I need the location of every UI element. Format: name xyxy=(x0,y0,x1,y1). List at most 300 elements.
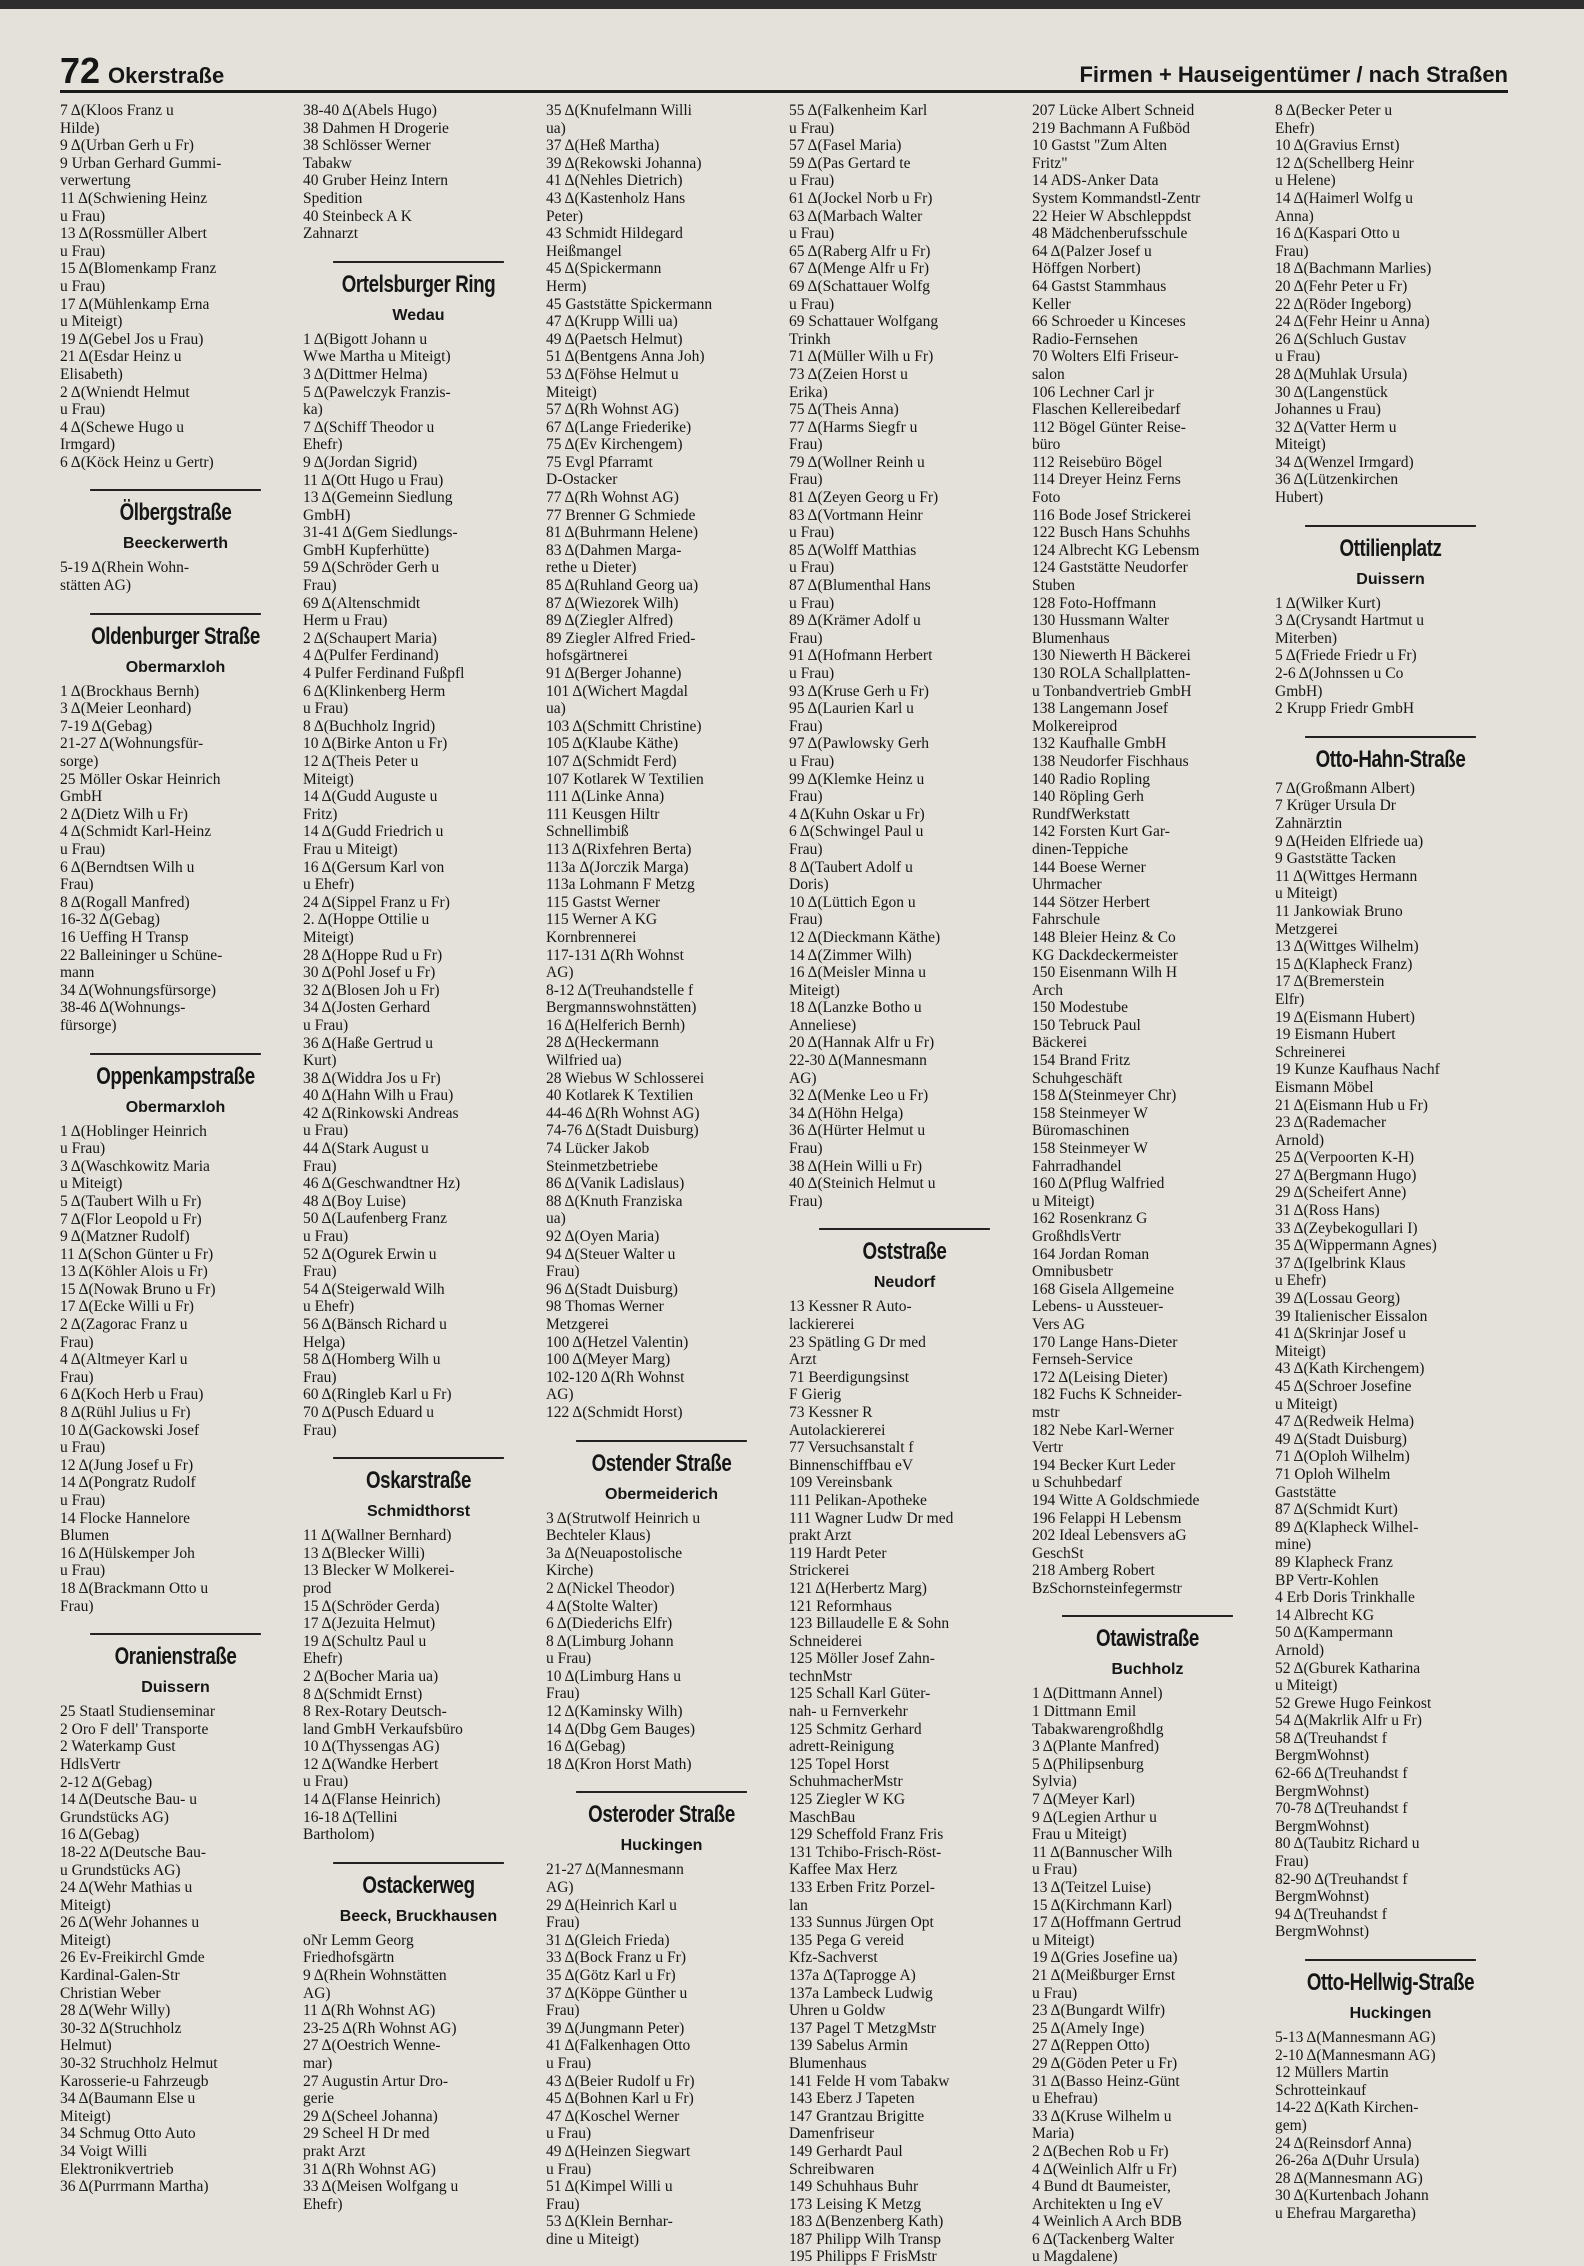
directory-entry: 14 Albrecht KG xyxy=(1275,1606,1375,1624)
directory-entry: 28 Δ(Mannesmann AG) xyxy=(1275,2169,1423,2187)
directory-entry: 3 Δ(Strutwolf Heinrich u Bechteler Klaus) xyxy=(546,1509,701,1545)
header-street: Okerstraße xyxy=(108,63,225,88)
directory-entry: 13 Δ(Gemeinn Siedlung GmbH) xyxy=(303,489,453,524)
directory-entry: 16 Δ(Hülskemper Joh u Frau) xyxy=(60,1544,195,1580)
directory-entry: 23 Δ(Bungardt Wilfr) xyxy=(1032,2002,1166,2020)
directory-entry: 89 Δ(Klapheck Wilhel- mine) xyxy=(1275,1518,1419,1554)
directory-entry: 89 Δ(Ziegler Alfred) xyxy=(546,612,674,630)
directory-entry: 173 Leising K Metzg xyxy=(789,2195,922,2213)
directory-entry: 28 Δ(Heckermann Wilfried ua) xyxy=(546,1034,659,1070)
directory-entry: 70-78 Δ(Treuhandst f BergmWohnst) xyxy=(1275,1800,1408,1835)
directory-entry: 15 Δ(Kirchmann Karl) xyxy=(1032,1896,1172,1914)
directory-entry: 40 Kotlarek K Textilien xyxy=(546,1087,694,1105)
directory-entry: 4 Δ(Pulfer Ferdinand) xyxy=(303,647,439,665)
directory-entry: 27 Δ(Oestrich Wenne- mar) xyxy=(303,2037,441,2072)
directory-entry: 37 Δ(Heß Martha) xyxy=(546,137,660,155)
directory-entry: 2 Δ(Dietz Wilh u Fr) xyxy=(60,805,188,823)
directory-entry: 36 Δ(Purrmann Martha) xyxy=(60,2178,209,2196)
directory-entry: 30 Δ(Pohl Josef u Fr) xyxy=(303,964,436,982)
directory-entry: 107 Kotlarek W Textilien xyxy=(546,770,704,788)
directory-entry: 1 Δ(Dittmann Annel) xyxy=(1032,1685,1163,1703)
directory-entry: 89 Δ(Krämer Adolf u Frau) xyxy=(789,612,921,647)
directory-entry: 15 Δ(Nowak Bruno u Fr) xyxy=(60,1280,216,1298)
street-title: Otto-Hellwig-Straße xyxy=(1305,1959,1476,1997)
directory-entry: 119 Hardt Peter Strickerei xyxy=(789,1544,887,1580)
directory-entry: 14 Δ(Pongratz Rudolf u Frau) xyxy=(60,1474,196,1509)
directory-entry: 23 Spätling G Dr med Arzt xyxy=(789,1333,926,1369)
directory-entry: 24 Δ(Reinsdorf Anna) xyxy=(1275,2134,1412,2152)
directory-entry: 48 Δ(Boy Luise) xyxy=(303,1192,406,1210)
directory-entry: 14 Δ(Dbg Gem Bauges) xyxy=(546,1720,696,1738)
directory-entry: 31 Δ(Basso Heinz-Günt u Ehefrau) xyxy=(1032,2072,1180,2108)
directory-entry: 5 Δ(Philipsenburg Sylvia) xyxy=(1032,1755,1144,1791)
directory-entry: 39 Δ(Rekowski Johanna) xyxy=(546,154,702,172)
directory-entry: 14 ADS-Anker Data System Kommandstl-Zentr xyxy=(1032,172,1201,207)
directory-entry: 97 Δ(Pawlowsky Gerh u Frau) xyxy=(789,735,929,770)
directory-entry: 59 Δ(Pas Gertard te u Frau) xyxy=(789,154,911,190)
directory-entry: 100 Δ(Meyer Marg) xyxy=(546,1351,671,1369)
directory-entry: 124 Albrecht KG Lebensm xyxy=(1032,541,1200,559)
directory-entry: 2 Δ(Bocher Maria ua) xyxy=(303,1667,439,1685)
directory-entry: 28 Δ(Wehr Willy) xyxy=(60,2002,171,2020)
directory-entry: 66 Schroeder u Kinceses Radio-Fernsehen xyxy=(1032,313,1186,348)
street-block xyxy=(60,102,291,471)
directory-entry: 14 Δ(Flanse Heinrich) xyxy=(303,1791,441,1809)
directory-entry: 8 Δ(Limburg Johann u Frau) xyxy=(546,1632,674,1668)
street-title: Otto-Hahn-Straße xyxy=(1305,736,1476,774)
directory-entry: 107 Δ(Schmidt Ferd) xyxy=(546,752,677,770)
directory-entry: 144 Boese Werner Uhrmacher xyxy=(1032,858,1146,894)
directory-entry: 71 Δ(Müller Wilh u Fr) xyxy=(789,348,934,366)
directory-entry: 115 Gastst Werner xyxy=(546,893,661,911)
header-section: Firmen + Hauseigentümer / nach Straßen xyxy=(1079,62,1508,87)
directory-entry: 109 Vereinsbank xyxy=(789,1474,893,1492)
street-block xyxy=(789,102,1020,1210)
directory-entry: 19 Δ(Gries Josefine ua) xyxy=(1032,1949,1178,1967)
directory-entry: 69 Schattauer Wolfgang Trinkh xyxy=(789,313,939,348)
directory-entry: 75 Δ(Theis Anna) xyxy=(789,401,899,419)
directory-entry: 31-41 Δ(Gem Siedlungs- GmbH Kupferhütte) xyxy=(303,524,458,559)
directory-entry: 10 Δ(Lüttich Egon u Frau) xyxy=(789,893,916,929)
directory-entry: 6 Δ(Tackenberg Walter u Magdalene) xyxy=(1032,2230,1175,2266)
directory-entry: 44-46 Δ(Rh Wohnst AG) xyxy=(546,1104,700,1122)
directory-entry: 87 Δ(Schmidt Kurt) xyxy=(1275,1501,1398,1519)
directory-entry: 16 Δ(Gebag) xyxy=(546,1738,626,1756)
district-name: Obermarxloh xyxy=(125,658,226,676)
directory-entry: 5 Δ(Taubert Wilh u Fr) xyxy=(60,1192,202,1210)
directory-entry: 19 Eismann Hubert Schreinerei xyxy=(1275,1026,1396,1061)
directory-entry: 9 Δ(Legien Arthur u Frau u Miteigt) xyxy=(1032,1808,1157,1844)
directory-entry: 77 Δ(Harms Siegfr u Frau) xyxy=(789,418,918,454)
directory-entry: 52 Δ(Ogurek Erwin u Frau) xyxy=(303,1245,437,1281)
directory-entry: 7-19 Δ(Gebag) xyxy=(60,717,153,735)
directory-entry: 50 Δ(Laufenberg Franz u Frau) xyxy=(303,1210,447,1246)
directory-entry: 14 Δ(Haimerl Wolfg u Anna) xyxy=(1275,189,1414,225)
directory-entry: 40 Δ(Steinich Helmut u Frau) xyxy=(789,1175,936,1210)
directory-entry: 81 Δ(Zeyen Georg u Fr) xyxy=(789,489,939,507)
directory-entry: 73 Δ(Zeien Horst u Erika) xyxy=(789,365,908,401)
directory-entry: 64 Δ(Palzer Josef u Höffgen Norbert) xyxy=(1032,242,1152,278)
directory-entry: 74-76 Δ(Stadt Duisburg) xyxy=(546,1122,699,1140)
directory-entry: 148 Bleier Heinz & Co KG Dackdeckermeister xyxy=(1032,928,1178,964)
directory-entry: 43 Δ(Kastenholz Hans Peter) xyxy=(546,189,686,225)
directory-entry: 51 Δ(Kimpel Willi u Frau) xyxy=(546,2178,673,2213)
directory-entry: 132 Kaufhalle GmbH xyxy=(1032,735,1167,753)
directory-entry: 29 Scheel H Dr med prakt Arzt xyxy=(303,2125,430,2160)
directory-entry: 6 Δ(Schwingel Paul u Frau) xyxy=(789,823,924,858)
directory-entry: 29 Δ(Göden Peter u Fr) xyxy=(1032,2054,1178,2072)
directory-entry: 4 Δ(Altmeyer Karl u Frau) xyxy=(60,1351,188,1386)
directory-entry: 17 Δ(Bremerstein Elfr) xyxy=(1275,973,1385,1008)
directory-entry: 6 Δ(Koch Herb u Frau) xyxy=(60,1386,204,1404)
directory-entry: 61 Δ(Jockel Norb u Fr) xyxy=(789,189,933,207)
directory-entry: 80 Δ(Taubitz Richard u Frau) xyxy=(1275,1835,1420,1871)
directory-entry: 24 Δ(Wehr Mathias u Miteigt) xyxy=(60,1879,193,1914)
directory-entry: 94 Δ(Treuhandst f BergmWohnst) xyxy=(1275,1905,1387,1941)
directory-entry: 30 Δ(Langenstück Johannes u Frau) xyxy=(1275,383,1388,419)
directory-entry: 45 Gaststätte Spickermann xyxy=(546,295,713,313)
directory-entry: 22 Δ(Röder Ingeborg) xyxy=(1275,295,1412,313)
top-edge-bar xyxy=(0,0,1584,9)
directory-entry: 11 Δ(Bannuscher Wilh u Frau) xyxy=(1032,1843,1173,1879)
directory-entry: 67 Δ(Lange Friederike) xyxy=(546,418,692,436)
directory-entry: 12 Δ(Schellberg Heinr u Helene) xyxy=(1275,154,1414,190)
directory-entry: 30-32 Struchholz Helmut Karosserie-u Fahrzeugb xyxy=(60,2055,218,2090)
column-6 xyxy=(1275,96,1506,2236)
directory-entry: 45 Δ(Bohnen Karl u Fr) xyxy=(546,2090,694,2108)
directory-entry: 16 Δ(Meisler Minna u Miteigt) xyxy=(789,964,926,999)
directory-entry: 18 Δ(Brackmann Otto u Frau) xyxy=(60,1579,209,1615)
directory-entry: 1 Δ(Brockhaus Bernh) xyxy=(60,682,200,700)
street-block xyxy=(1275,736,1506,1941)
directory-entry: 53 Δ(Föhse Helmut u Miteigt) xyxy=(546,365,679,401)
directory-entry: 71 Beerdigungsinst F Gierig xyxy=(789,1368,910,1404)
directory-entry: 36 Δ(Hürter Helmut u Frau) xyxy=(789,1122,926,1158)
directory-entry: 33 Δ(Bock Franz u Fr) xyxy=(546,1949,686,1967)
directory-entry: 34 Δ(Baumann Else u Miteigt) xyxy=(60,2090,196,2125)
directory-entry: 8 Δ(Becker Peter u Ehefr) xyxy=(1275,102,1393,137)
directory-entry: 138 Langemann Josef Molkereiprod xyxy=(1032,700,1169,735)
directory-entry: 7 Δ(Schiff Theodor u Ehefr) xyxy=(303,418,435,454)
directory-entry: 73 Kessner R Autolackiererei xyxy=(789,1403,886,1439)
directory-entry: 95 Δ(Laurien Karl u Frau) xyxy=(789,700,914,735)
directory-entry: 2-10 Δ(Mannesmann AG) xyxy=(1275,2046,1436,2064)
directory-entry: 38 Δ(Hein Willi u Fr) xyxy=(789,1157,923,1175)
directory-entry: 1 Δ(Bigott Johann u Wwe Martha u Miteigt) xyxy=(303,330,451,366)
directory-entry: 67 Δ(Menge Alfr u Fr) xyxy=(789,260,929,278)
directory-entry: 106 Lechner Carl jr Flaschen Kellereibedarf xyxy=(1032,383,1181,419)
directory-entry: 129 Scheffold Franz Fris xyxy=(789,1826,944,1844)
directory-entry: 57 Δ(Fasel Maria) xyxy=(789,137,902,155)
directory-entry: 140 Röpling Gerh RundfWerkstatt xyxy=(1032,788,1144,823)
directory-entry: 89 Ziegler Alfred Fried- hofsgärtnerei xyxy=(546,629,696,665)
directory-entry: 11 Δ(Rh Wohnst AG) xyxy=(303,2002,436,2020)
directory-entry: 91 Δ(Hofmann Herbert u Frau) xyxy=(789,647,933,682)
directory-entry: 57 Δ(Rh Wohnst AG) xyxy=(546,401,679,419)
directory-entry: 14 Δ(Gudd Friedrich u Frau u Miteigt) xyxy=(303,823,444,858)
directory-entry: 137a Δ(Taprogge A) xyxy=(789,1966,916,1984)
street-block xyxy=(60,489,291,594)
directory-entry: 31 Δ(Gleich Frieda) xyxy=(546,1931,670,1949)
street-title: Oppenkampstraße xyxy=(90,1053,261,1091)
directory-entry: 21-27 Δ(Wohnungsfür- sorge) xyxy=(60,735,204,771)
directory-entry: 1 Δ(Wilker Kurt) xyxy=(1275,594,1381,612)
directory-entry: 36 Δ(Haße Gertrud u Kurt) xyxy=(303,1034,434,1070)
directory-entry: 13 Δ(Köhler Alois u Fr) xyxy=(60,1263,208,1281)
directory-entry: 41 Δ(Nehles Dietrich) xyxy=(546,172,683,190)
directory-entry: 139 Sabelus Armin Blumenhaus xyxy=(789,2037,908,2072)
directory-columns xyxy=(60,96,1508,2266)
directory-entry: 9 Δ(Urban Gerh u Fr) xyxy=(60,137,194,155)
district-name: Neudorf xyxy=(873,1274,936,1292)
directory-entry: 21 Δ(Esdar Heinz u Elisabeth) xyxy=(60,348,182,383)
directory-entry: 86 Δ(Vanik Ladislaus) xyxy=(546,1175,685,1193)
directory-entry: 94 Δ(Steuer Walter u Frau) xyxy=(546,1245,676,1281)
directory-entry: 8-12 Δ(Treuhandstelle f Bergmannswohnstätten) xyxy=(546,981,697,1017)
street-block xyxy=(546,1791,777,2248)
directory-entry: 39 Δ(Jungmann Peter) xyxy=(546,2019,685,2037)
directory-entry: 19 Kunze Kaufhaus Nachf Eismann Möbel xyxy=(1275,1061,1440,1096)
directory-entry: 3 Δ(Crysandt Hartmut u Miterben) xyxy=(1275,612,1425,647)
directory-entry: 18 Δ(Lanzke Botho u Anneliese) xyxy=(789,999,922,1034)
directory-entry: 10 Δ(Limburg Hans u Frau) xyxy=(546,1667,681,1703)
directory-entry: 9 Δ(Matzner Rudolf) xyxy=(60,1228,190,1246)
directory-entry: 12 Δ(Jung Josef u Fr) xyxy=(60,1456,194,1474)
district-name: Huckingen xyxy=(1349,2005,1432,2022)
directory-entry: 2 Δ(Schaupert Maria) xyxy=(303,629,437,647)
directory-entry: 40 Steinbeck A K Zahnarzt xyxy=(303,207,412,243)
directory-entry: 144 Sötzer Herbert Fahrschule xyxy=(1032,893,1150,929)
directory-entry: 88 Δ(Knuth Franziska ua) xyxy=(546,1192,683,1228)
directory-entry: 138 Neudorfer Fischhaus xyxy=(1032,752,1189,770)
street-title: Oskarstraße xyxy=(333,1457,504,1495)
directory-entry: 105 Δ(Klaube Käthe) xyxy=(546,735,679,753)
directory-entry: 16 Ueffing H Transp xyxy=(60,928,189,946)
district-name: Obermeiderich xyxy=(605,1485,718,1503)
directory-entry: 35 Δ(Götz Karl u Fr) xyxy=(546,1967,676,1984)
directory-entry: 158 Steinmeyer W Büromaschinen xyxy=(1032,1104,1148,1140)
directory-entry: 114 Dreyer Heinz Ferns Foto xyxy=(1032,471,1181,507)
directory-entry: 117-131 Δ(Rh Wohnst AG) xyxy=(546,946,684,982)
directory-entry: 194 Witte A Goldschmiede xyxy=(1032,1491,1200,1509)
directory-entry: 30 Δ(Kurtenbach Johann u Ehefrau Margaretha) xyxy=(1275,2187,1429,2222)
directory-entry: 13 Δ(Blecker Willi) xyxy=(303,1544,425,1562)
district-name: Schmidthorst xyxy=(366,1503,471,1521)
directory-entry: 2 Δ(Bechen Rob u Fr) xyxy=(1032,2142,1169,2160)
street-block xyxy=(60,613,291,1035)
directory-entry: 18 Δ(Kron Horst Math) xyxy=(546,1755,692,1773)
column-1 xyxy=(60,96,291,2236)
directory-entry: 77 Brenner G Schmiede xyxy=(546,506,696,524)
directory-entry: 47 Δ(Krupp Willi ua) xyxy=(546,313,678,331)
directory-entry: 111 Wagner Ludw Dr med prakt Arzt xyxy=(789,1509,954,1545)
street-block xyxy=(1275,102,1506,507)
directory-entry: 219 Bachmann A Fußböd xyxy=(1032,119,1191,137)
directory-entry: 130 Niewerth H Bäckerei xyxy=(1032,647,1191,665)
directory-entry: 130 Hussmann Walter Blumenhaus xyxy=(1032,612,1170,647)
street-title: Ortelsburger Ring xyxy=(333,261,504,299)
directory-entry: 4 Weinlich A Arch BDB xyxy=(1032,2213,1183,2231)
column-4 xyxy=(789,96,1020,2266)
directory-entry: 121 Reformhaus xyxy=(789,1597,892,1615)
street-block xyxy=(546,102,777,1422)
directory-entry: 33 Δ(Kruse Wilhelm u Maria) xyxy=(1032,2107,1172,2143)
directory-entry: 27 Δ(Reppen Otto) xyxy=(1032,2037,1150,2055)
directory-entry: 49 Δ(Paetsch Helmut) xyxy=(546,330,683,348)
header-left xyxy=(60,52,224,90)
street-block xyxy=(1275,525,1506,718)
column-5 xyxy=(1032,96,1263,2266)
directory-entry: 164 Jordan Roman Omnibusbetr xyxy=(1032,1245,1150,1281)
directory-entry: 49 Δ(Stadt Duisburg) xyxy=(1275,1430,1407,1448)
directory-entry: 21-27 Δ(Mannesmann AG) xyxy=(546,1861,684,1897)
directory-entry: 8 Δ(Buchholz Ingrid) xyxy=(303,717,436,735)
directory-entry: 123 Billaudelle E & Sohn Schneiderei xyxy=(789,1615,950,1650)
directory-entry: 113 Δ(Rixfehren Berta) xyxy=(546,840,692,858)
directory-entry: 182 Fuchs K Schneider- mstr xyxy=(1032,1386,1182,1421)
directory-entry: 50 Δ(Kampermann Arnold) xyxy=(1275,1624,1394,1659)
directory-entry: 16-32 Δ(Gebag) xyxy=(60,911,160,929)
directory-entry: 11 Δ(Wittges Hermann u Miteigt) xyxy=(1275,867,1418,903)
directory-entry: 149 Schuhhaus Buhr xyxy=(789,2178,919,2196)
directory-entry: 12 Δ(Theis Peter u Miteigt) xyxy=(303,753,419,788)
directory-entry: 25 Δ(Verpoorten K-H) xyxy=(1275,1149,1415,1167)
directory-entry: 9 Δ(Heiden Elfriede ua) xyxy=(1275,832,1424,850)
street-block xyxy=(303,261,534,1439)
directory-entry: 28 Δ(Muhlak Ursula) xyxy=(1275,365,1408,383)
directory-entry: 11 Δ(Wallner Bernhard) xyxy=(303,1527,452,1545)
street-block xyxy=(1275,1959,1506,2223)
directory-entry: 32 Δ(Menke Leo u Fr) xyxy=(789,1087,929,1105)
directory-entry: 71 Oploh Wilhelm Gaststätte xyxy=(1275,1465,1391,1501)
page-number: 72 xyxy=(60,50,101,91)
directory-entry: 2 Δ(Nickel Theodor) xyxy=(546,1579,675,1597)
directory-entry: 17 Δ(Hoffmann Gertrud u Miteigt) xyxy=(1032,1914,1182,1949)
street-block xyxy=(1032,102,1263,1597)
directory-entry: 91 Δ(Berger Johanne) xyxy=(546,665,682,682)
directory-entry: 2 Waterkamp Gust HdlsVertr xyxy=(60,1738,176,1773)
directory-entry: 2 Δ(Wniendt Helmut u Frau) xyxy=(60,383,190,419)
directory-entry: 4 Bund dt Baumeister, Architekten u Ing eV xyxy=(1032,2178,1171,2213)
directory-entry: 10 Δ(Birke Anton u Fr) xyxy=(303,735,448,753)
directory-entry: 9 Urban Gerhard Gummi- verwertung xyxy=(60,154,222,190)
directory-entry: 23 Δ(Rademacher Arnold) xyxy=(1275,1114,1387,1149)
directory-entry: 27 Δ(Bergmann Hugo) xyxy=(1275,1166,1417,1184)
directory-entry: 3a Δ(Neuapostolische Kirche) xyxy=(546,1544,683,1580)
directory-entry: 130 ROLA Schallplatten- u Tonbandvertrieb GmbH xyxy=(1032,665,1192,700)
directory-entry: 7 Δ(Kloos Franz u Hilde) xyxy=(60,102,174,137)
directory-entry: 13 Kessner R Auto- lackiererei xyxy=(789,1298,912,1333)
directory-entry: 4 Erb Doris Trinkhalle xyxy=(1275,1589,1415,1607)
directory-entry: 87 Δ(Blumenthal Hans u Frau) xyxy=(789,577,931,612)
directory-entry: 168 Gisela Allgemeine Lebens- u Aussteuer- Vers AG xyxy=(1032,1280,1175,1333)
district-name: Beeckerwerth xyxy=(123,535,228,553)
directory-entry: 34 Δ(Wohnungsfürsorge) xyxy=(60,981,217,999)
directory-entry: 3 Δ(Plante Manfred) xyxy=(1032,1738,1160,1756)
directory-entry: 43 Δ(Kath Kirchengem) xyxy=(1275,1360,1425,1378)
directory-entry: 75 Δ(Ev Kirchengem) xyxy=(546,436,683,454)
directory-entry: 135 Pega G vereid Kfz-Sachverst xyxy=(789,1931,904,1967)
directory-entry: 25 Möller Oskar Heinrich GmbH xyxy=(60,770,221,806)
district-name: Buchholz xyxy=(1111,1661,1184,1679)
street-block xyxy=(303,102,534,243)
directory-entry: 133 Erben Fritz Porzel- lan xyxy=(789,1879,935,1914)
directory-entry: 124 Gaststätte Neudorfer Stuben xyxy=(1032,559,1188,595)
directory-entry: 12 Δ(Kaminsky Wilh) xyxy=(546,1703,683,1721)
directory-entry: 64 Gastst Stammhaus Keller xyxy=(1032,277,1167,313)
directory-entry: 53 Δ(Klein Bernhar- dine u Miteigt) xyxy=(546,2213,673,2248)
directory-entry: 34 Voigt Willi Elektronikvertrieb xyxy=(60,2143,174,2178)
directory-entry: 20 Δ(Hannak Alfr u Fr) xyxy=(789,1034,935,1052)
directory-entry: 24 Δ(Sippel Franz u Fr) xyxy=(303,893,450,911)
directory-entry: 4 Δ(Schewe Hugo u Irmgard) xyxy=(60,418,185,454)
directory-entry: 10 Δ(Gravius Ernst) xyxy=(1275,137,1400,155)
directory-entry: 150 Tebruck Paul Bäckerei xyxy=(1032,1016,1141,1052)
directory-entry: 7 Krüger Ursula Dr Zahnärztin xyxy=(1275,797,1396,832)
directory-entry: 131 Tchibo-Frisch-Röst- Kaffee Max Herz xyxy=(789,1843,942,1879)
directory-entry: 158 Δ(Steinmeyer Chr) xyxy=(1032,1087,1177,1105)
directory-entry: 10 Δ(Thyssengas AG) xyxy=(303,1738,440,1756)
directory-entry: 38 Δ(Widdra Jos u Fr) xyxy=(303,1069,441,1087)
directory-entry: 38-46 Δ(Wohnungs- fürsorge) xyxy=(60,999,186,1034)
directory-entry: 100 Δ(Hetzel Valentin) xyxy=(546,1333,689,1351)
directory-entry: 10 Gastst "Zum Alten Fritz" xyxy=(1032,137,1168,172)
directory-entry: 34 Δ(Höhn Helga) xyxy=(789,1104,904,1122)
directory-entry: 39 Δ(Lossau Georg) xyxy=(1275,1290,1401,1308)
directory-entry: 143 Eberz J Tapeten xyxy=(789,2090,915,2108)
directory-entry: 3 Δ(Meier Leonhard) xyxy=(60,700,192,718)
directory-entry: 35 Δ(Knufelmann Willi ua) xyxy=(546,102,692,137)
directory-entry: 59 Δ(Schröder Gerh u Frau) xyxy=(303,559,440,595)
directory-entry: 46 Δ(Geschwandtner Hz) xyxy=(303,1175,461,1193)
directory-entry: 128 Foto-Hoffmann xyxy=(1032,594,1157,612)
directory-entry: 16 Δ(Helferich Bernh) xyxy=(546,1016,686,1034)
directory-entry: 13 Blecker W Molkerei- prod xyxy=(303,1562,455,1597)
directory-entry: 75 Evgl Pfarramt D-Ostacker xyxy=(546,453,653,489)
directory-entry: 56 Δ(Bänsch Richard u Helga) xyxy=(303,1316,447,1351)
directory-entry: 6 Δ(Köck Heinz u Gertr) xyxy=(60,453,214,471)
directory-entry: 14-22 Δ(Kath Kirchen- gem) xyxy=(1275,2099,1419,2134)
directory-entry: 2 Krupp Friedr GmbH xyxy=(1275,700,1415,718)
directory-entry: 22 Heier W Abschleppdst xyxy=(1032,207,1192,225)
directory-entry: 13 Δ(Teitzel Luise) xyxy=(1032,1879,1152,1896)
directory-entry: 69 Δ(Altenschmidt Herm u Frau) xyxy=(303,594,421,630)
street-block xyxy=(303,1457,534,1844)
directory-entry: 77 Versuchsanstalt f Binnenschiffbau eV xyxy=(789,1439,914,1474)
directory-entry: 40 Δ(Hahn Wilh u Frau) xyxy=(303,1087,454,1105)
directory-entry: 40 Gruber Heinz Intern Spedition xyxy=(303,172,449,207)
directory-entry: 32 Δ(Vatter Herm u Miteigt) xyxy=(1275,418,1397,454)
directory-entry: 111 Δ(Linke Anna) xyxy=(546,788,665,806)
directory-entry: 7 Δ(Meyer Karl) xyxy=(1032,1791,1135,1809)
directory-entry: 29 Δ(Scheifert Anne) xyxy=(1275,1184,1407,1202)
directory-entry: 125 Schmitz Gerhard adrett-Reinigung xyxy=(789,1720,922,1756)
directory-entry: 74 Lücker Jakob Steinmetzbetriebe xyxy=(546,1140,658,1175)
directory-entry: 147 Grantzau Brigitte Damenfriseur xyxy=(789,2107,925,2143)
directory-entry: 49 Δ(Heinzen Siegwart u Frau) xyxy=(546,2142,691,2178)
directory-entry: 69 Δ(Schattauer Wolfg u Frau) xyxy=(789,277,931,313)
directory-entry: 16-18 Δ(Tellini Bartholom) xyxy=(303,1808,398,1844)
directory-entry: 5 Δ(Friede Friedr u Fr) xyxy=(1275,647,1417,665)
directory-entry: 77 Δ(Rh Wohnst AG) xyxy=(546,489,679,507)
street-block xyxy=(546,1440,777,1774)
directory-entry: 13 Δ(Wittges Wilhelm) xyxy=(1275,938,1419,956)
directory-entry: 6 Δ(Diederichs Elfr) xyxy=(546,1615,673,1633)
directory-entry: 2 Δ(Zagorac Franz u Frau) xyxy=(60,1316,188,1351)
directory-entry: 8 Rex-Rotary Deutsch- land GmbH Verkaufsbüro xyxy=(303,1703,463,1738)
directory-entry: 18-22 Δ(Deutsche Bau- u Grundstücks AG) xyxy=(60,1843,206,1879)
directory-entry: 196 Felappi H Lebensm xyxy=(1032,1509,1182,1527)
